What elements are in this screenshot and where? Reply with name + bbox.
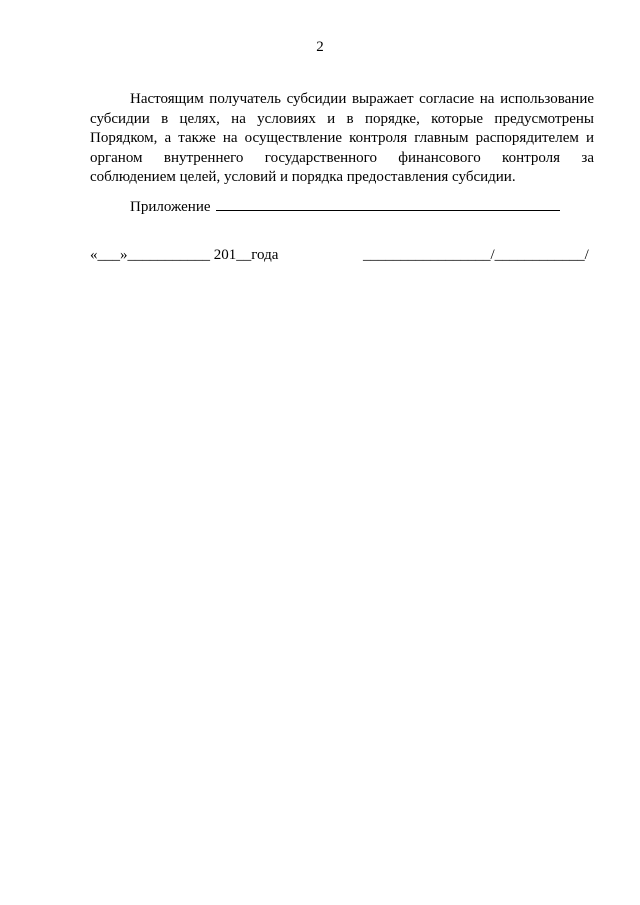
date-line: «___»___________ 201__года <box>90 247 279 263</box>
appendix-label: Приложение <box>130 199 211 215</box>
signature-line: _________________/____________/ <box>363 247 589 263</box>
consent-paragraph: Настоящим получатель субсидии выражает согласие на использование субсидии в целях, на условиях и в порядке, которые предусмотрены Порядком, а также на осуществление контроля главным распорядителем и органом внутреннего государственного финансового контроля за соблюдением целей, условий и порядка предоставления субсидии. <box>90 91 594 185</box>
appendix-blank-field <box>216 196 560 211</box>
appendix-line <box>130 196 560 217</box>
page-number: 2 <box>316 39 324 55</box>
